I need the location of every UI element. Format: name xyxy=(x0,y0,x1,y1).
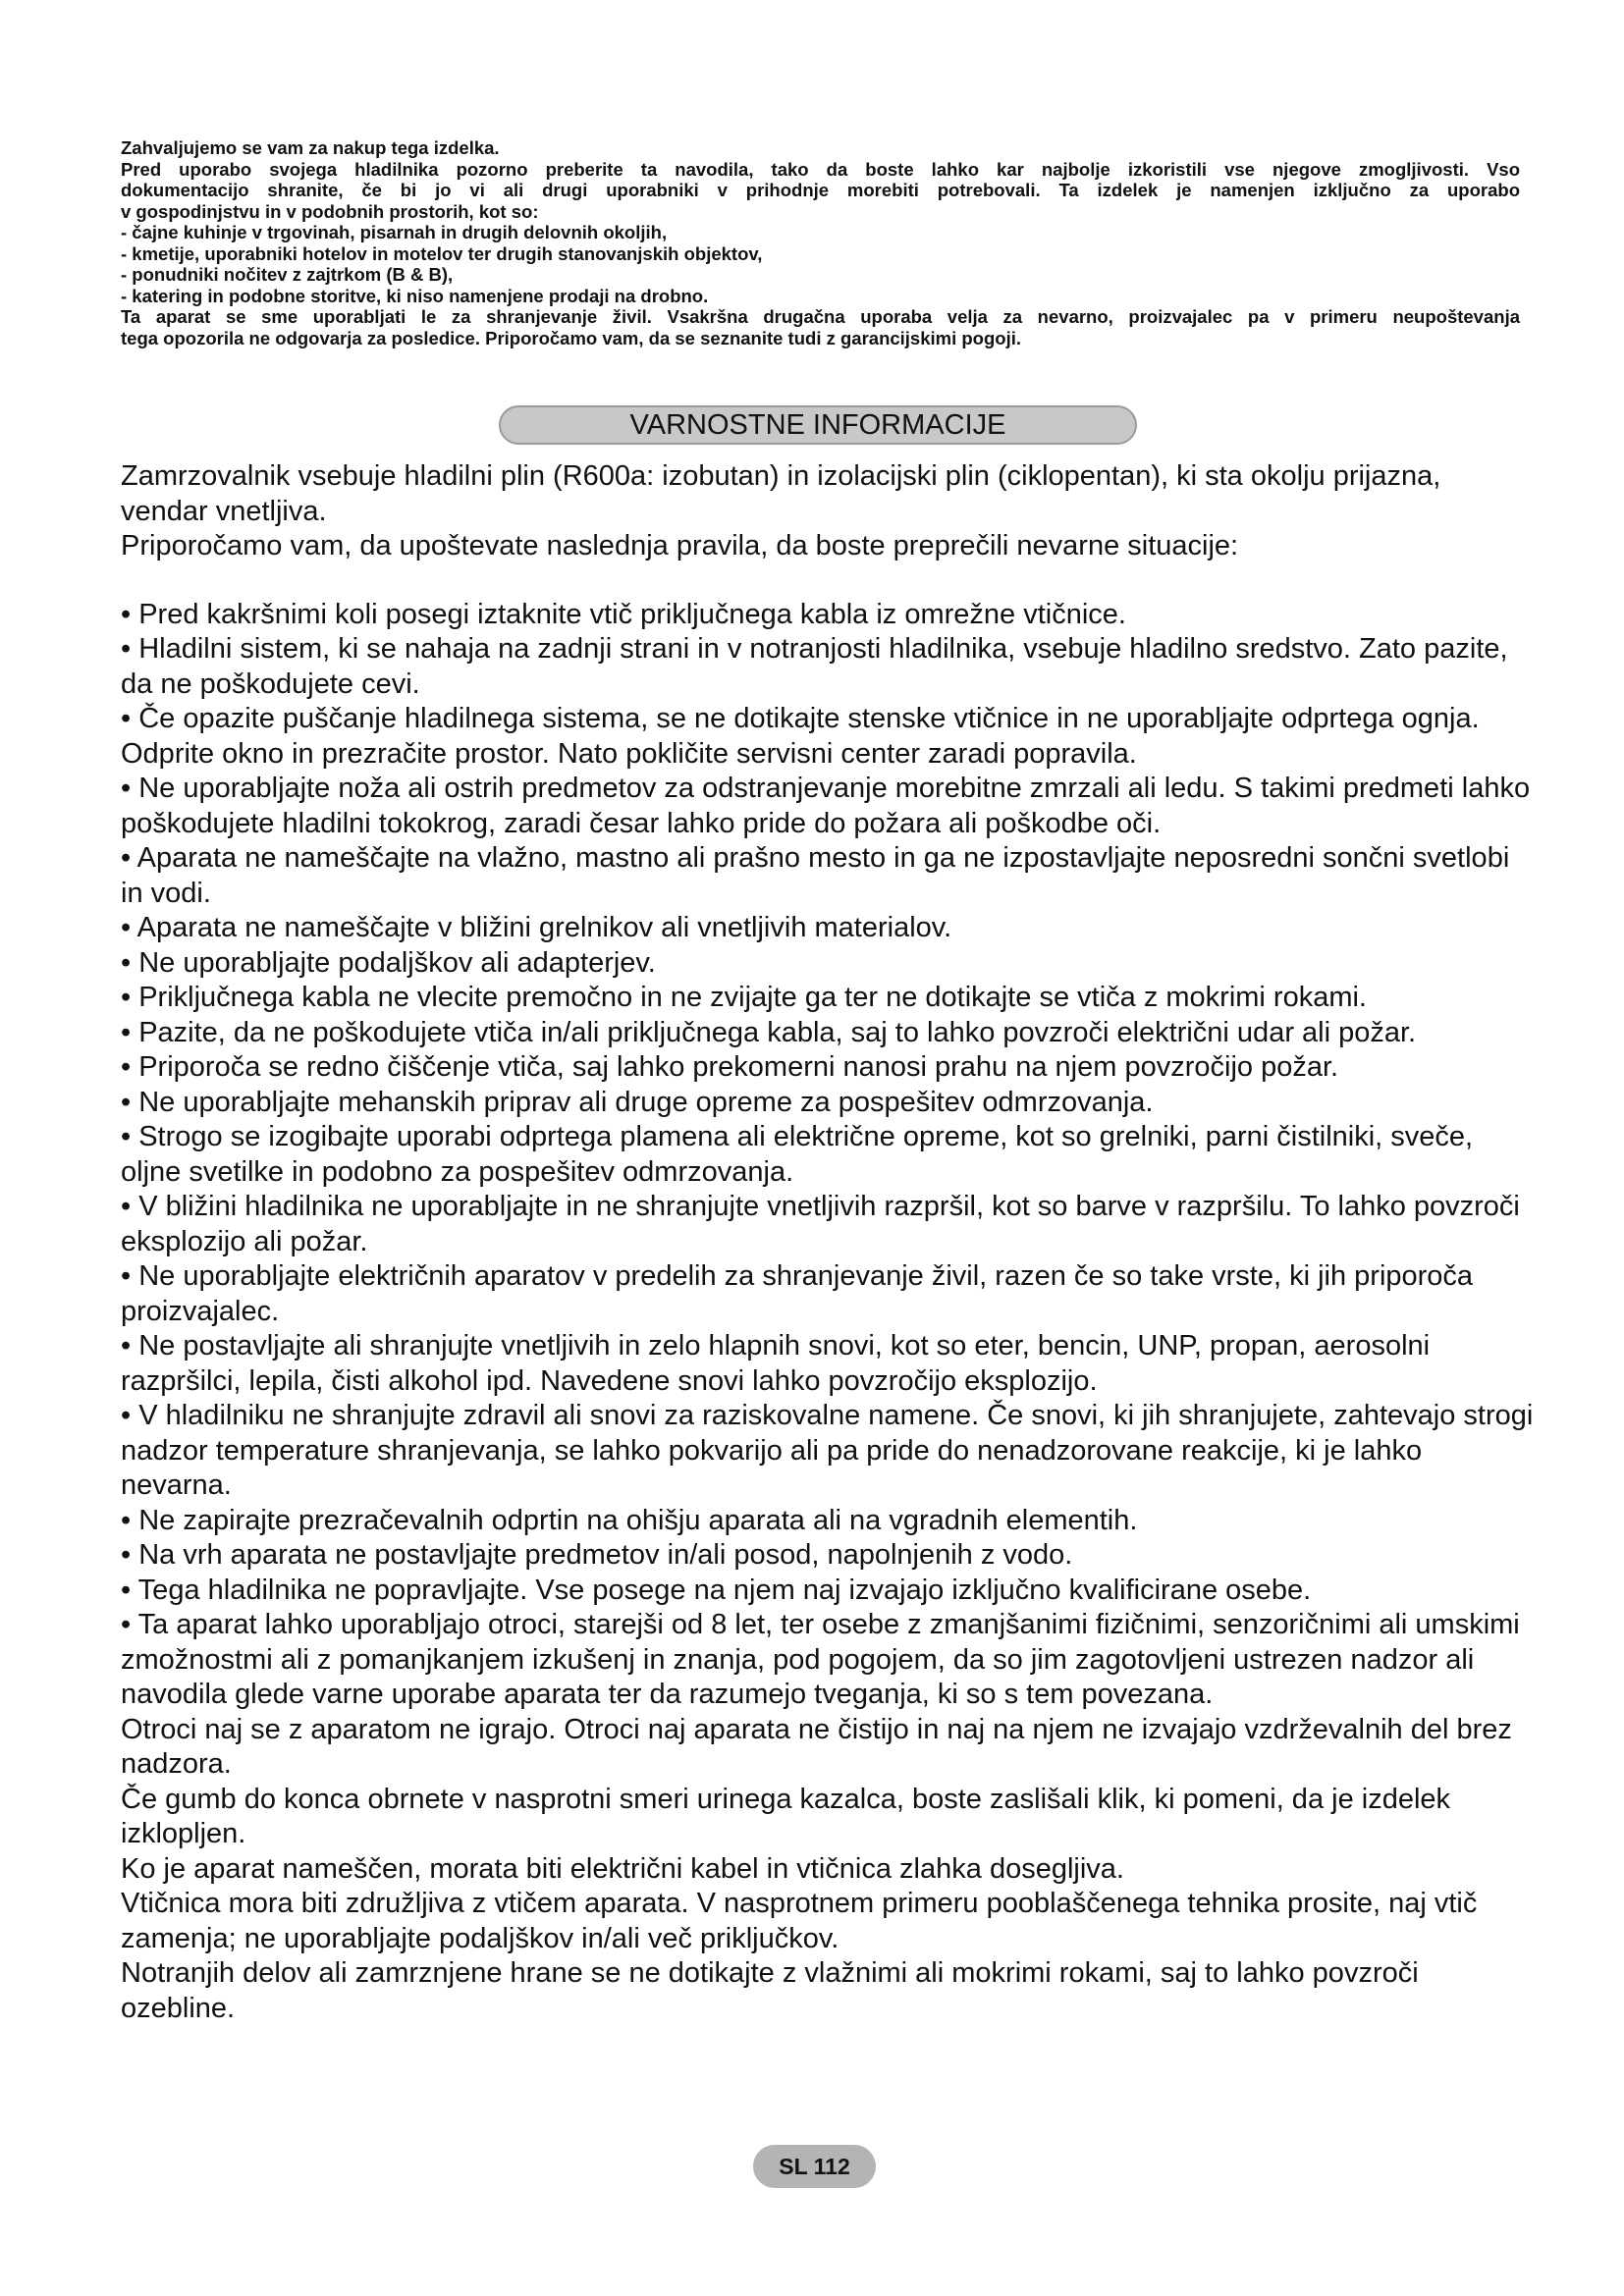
safety-bullet: • Ne uporabljajte podaljškov ali adapterjev. xyxy=(121,946,656,979)
intro-list-item: - kmetije, uporabniki hotelov in motelov ter drugih stanovanjskih objektov, xyxy=(121,242,763,264)
safety-bullet: • Ne uporabljajte električnih aparatov v predelih za shranjevanje živil, razen če so take vrste, ki jih priporoča proizvajalec. xyxy=(121,1260,1474,1327)
safety-bullet: • Če opazite puščanje hladilnega sistema, se ne dotikajte stenske vtičnice in ne uporabljajte odprtega ognja. Odprite okno in prezračite prostor. Nato pokličite servisni center zaradi popravila. xyxy=(121,703,1480,770)
safety-bullet: • Aparata ne nameščajte v bližini grelnikov ali vnetljivih materialov. xyxy=(121,912,952,943)
body-intro: Zamrzovalnik vsebuje hladilni plin (R600a: izobutan) in izolacijski plin (ciklopentan), ki sta okolju prijazna, vendar vnetljiva. xyxy=(121,460,1441,527)
intro-paragraph-line: Pred uporabo svojega hladilnika pozorno preberite ta navodila, tako da boste lahko kar najbolje izkoristili vse njegove zmogljivosti. Vso xyxy=(121,158,1520,180)
intro-list-item: - ponudniki nočitev z zajtrkom (B & B), xyxy=(121,264,454,285)
safety-bullet: • Ne zapirajte prezračevalnih odprtin na ohišju aparata ali na vgradnih elementih. xyxy=(121,1504,1138,1536)
safety-bullet: • Priporoča se redno čiščenje vtiča, saj lahko prekomerni nanosi prahu na njem povzročijo požar. xyxy=(121,1051,1339,1083)
safety-bullet: • Ne postavljajte ali shranjujte vnetljivih in zelo hlapnih snovi, kot so eter, bencin, UNP, propan, aerosolni razpršilci, lepila, čisti alkohol ipd. Navedene snovi lahko povzročijo eksplozijo. xyxy=(121,1330,1431,1397)
intro-closing-line: tega opozorila ne odgovarja za posledice. Priporočamo vam, da se seznanite tudi z garancijskimi pogoji. xyxy=(121,327,1022,348)
closing-paragraph: Vtičnica mora biti združljiva z vtičem aparata. V nasprotnem primeru pooblaščenega tehnika prosite, naj vtič zamenja; ne uporabljajte podaljškov in/ali več priključkov. xyxy=(121,1888,1478,1954)
safety-bullet: • Hladilni sistem, ki se nahaja na zadnji strani in v notranjosti hladilnika, vsebuje hladilno sredstvo. Zato pazite, da ne poškodujete cevi. xyxy=(121,633,1508,700)
safety-bullet: • Tega hladilnika ne popravljajte. Vse posege na njem naj izvajajo izključno kvalificirane osebe. xyxy=(121,1574,1312,1606)
intro-paragraph-line: v gospodinjstvu in v podobnih prostorih, kot so: xyxy=(121,200,539,222)
intro-paragraph-line: dokumentacijo shranite, če bi jo vi ali drugi uporabniki v prihodnje morebiti potrebovali. Ta izdelek je namenjen izključno za uporabo xyxy=(121,180,1520,200)
page-lang-code: SL xyxy=(779,2154,808,2179)
intro-section xyxy=(121,137,1520,348)
section-title: VARNOSTNE INFORMACIJE xyxy=(499,405,1137,445)
page-number-badge xyxy=(753,2145,876,2188)
body-intro: Priporočamo vam, da upoštevate naslednja pravila, da boste preprečili nevarne situacije: xyxy=(121,530,1239,561)
intro-list-item: - katering in podobne storitve, ki niso namenjene prodaji na drobno. xyxy=(121,285,709,306)
intro-thanks: Zahvaljujemo se vam za nakup tega izdelka. xyxy=(121,137,500,158)
closing-paragraph: Ko je aparat nameščen, morata biti električni kabel in vtičnica zlahka dosegljiva. xyxy=(121,1852,1124,1885)
safety-body xyxy=(121,459,1535,2026)
safety-bullet: • Ta aparat lahko uporabljajo otroci, starejši od 8 let, ter osebe z zmanjšanimi fizičnimi, senzoričnimi ali umskimi zmožnostmi ali z pomanjkanjem izkušenj in znanja, pod pogojem, da so jim zagotovljeni ustrezen nadzor ali navodila glede varne uporabe aparata ter da razumejo tveganja, ki so s tem povezana. xyxy=(121,1609,1520,1710)
safety-bullet: • V hladilniku ne shranjujte zdravil ali snovi za raziskovalne namene. Če snovi, ki jih shranjujete, zahtevajo strogi nadzor temperature shranjevanja, se lahko pokvarijo ali pa pride do nenadzorovane reakcije, ki je lahko nevarna. xyxy=(121,1400,1534,1501)
closing-paragraph: Otroci naj se z aparatom ne igrajo. Otroci naj aparata ne čistijo in naj na njem ne izvajajo vzdrževalnih del brez nadzora. xyxy=(121,1713,1512,1780)
closing-paragraph: Če gumb do konca obrnete v nasprotni smeri urinega kazalca, boste zaslišali klik, ki pomeni, da je izdelek izklopljen. xyxy=(121,1783,1451,1849)
spacer xyxy=(121,564,1535,598)
safety-bullet: • Priključnega kabla ne vlecite premočno in ne zvijajte ga ter ne dotikajte se vtiča z mokrimi rokami. xyxy=(121,982,1367,1013)
safety-bullet: • V bližini hladilnika ne uporabljajte in ne shranjujte vnetljivih razpršil, kot so barve v razpršilu. To lahko povzroči eksplozijo ali požar. xyxy=(121,1191,1520,1257)
closing-paragraph: Notranjih delov ali zamrznjene hrane se ne dotikajte z vlažnimi ali mokrimi rokami, saj to lahko povzroči ozebline. xyxy=(121,1957,1419,2024)
intro-closing-line: Ta aparat se sme uporabljati le za shranjevanje živil. Vsakršna drugačna uporaba velja za nevarno, proizvajalec pa v primeru neupoštevanja xyxy=(121,306,1520,327)
safety-bullet: • Pred kakršnimi koli posegi iztaknite vtič priključnega kabla iz omrežne vtičnice. xyxy=(121,598,1126,630)
page-number: 112 xyxy=(813,2154,850,2179)
safety-bullet: • Ne uporabljajte mehanskih priprav ali druge opreme za pospešitev odmrzovanja. xyxy=(121,1086,1154,1118)
safety-bullet: • Na vrh aparata ne postavljajte predmetov in/ali posod, napolnjenih z vodo. xyxy=(121,1539,1073,1571)
intro-list-item: - čajne kuhinje v trgovinah, pisarnah in drugih delovnih okoljih, xyxy=(121,222,668,242)
safety-bullet: • Ne uporabljajte noža ali ostrih predmetov za odstranjevanje morebitne zmrzali ali ledu. S takimi predmeti lahko poškodujete hladilni tokokrog, zaradi česar lahko pride do požara ali poškodbe oči. xyxy=(121,773,1531,839)
safety-bullet: • Strogo se izogibajte uporabi odprtega plamena ali električne opreme, kot so grelniki, parni čistilniki, sveče, oljne svetilke in podobno za pospešitev odmrzovanja. xyxy=(121,1121,1474,1188)
safety-bullet: • Pazite, da ne poškodujete vtiča in/ali priključnega kabla, saj to lahko povzroči električni udar ali požar. xyxy=(121,1016,1417,1048)
safety-bullet: • Aparata ne nameščajte na vlažno, mastno ali prašno mesto in ga ne izpostavljajte neposredni sončni svetlobi in vodi. xyxy=(121,842,1510,909)
